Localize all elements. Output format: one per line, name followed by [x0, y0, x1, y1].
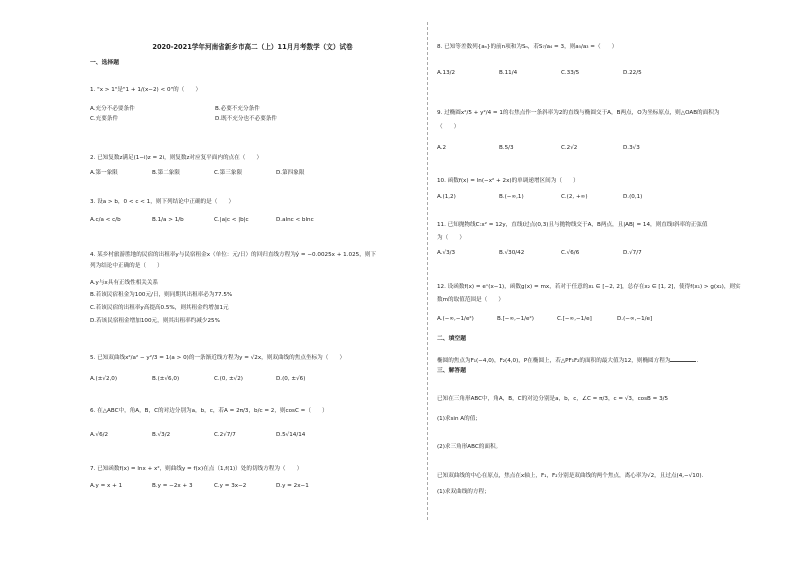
question-13-text: 椭圆的焦点为F₁(−4,0)，F₂(4,0)，P在椭圆上，若△PF₁F₂的面积的最大值为12，则椭圆方程为: [437, 358, 671, 364]
option[interactable]: B.1/a > 1/b: [152, 217, 184, 223]
option[interactable]: B.[−∞,−1/e²): [497, 316, 534, 322]
question-14: 已知在三角形ABC中，角A，B，C的对边分别是a，b，c，∠C = π/3，c = √3，cosB = 3/5: [437, 396, 669, 402]
option[interactable]: C.2√2: [561, 145, 578, 151]
option[interactable]: A.充分不必要条件: [90, 106, 135, 112]
option[interactable]: B.5/3: [499, 145, 514, 151]
option[interactable]: A.y与x具有正线性相关关系: [90, 280, 159, 286]
question-11-options: [437, 250, 755, 257]
question-9-options: [437, 145, 755, 152]
question-12-options: [437, 316, 755, 323]
exam-title: 2020-2021学年河南省新乡市高二（上）11月月考数学（文）试卷: [152, 43, 353, 51]
option[interactable]: A.y = x + 1: [90, 483, 123, 489]
option[interactable]: D.y = 2x−1: [276, 483, 309, 489]
section-solve: 三、解答题: [437, 368, 466, 374]
question-15: 已知双曲线的中心在原点，焦点在x轴上，F₁，F₂分别是双曲线的两个焦点，离心率为√2，且过点(4,−√10).: [437, 473, 704, 479]
question-5-options: [90, 376, 415, 383]
question-10-options: [437, 194, 755, 201]
option[interactable]: B.√3/2: [152, 432, 171, 438]
question-11-line2: 为（ ）: [437, 235, 465, 241]
question-5: 5. 已知双曲线x²/a² − y²/3 = 1(a > 0)的一条渐近线方程为y = √2x，则双曲线的焦点坐标为（ ）: [90, 355, 346, 361]
option[interactable]: C.[−∞,−1/e]: [557, 316, 592, 322]
option[interactable]: D.22/5: [623, 70, 642, 76]
column-divider: [427, 22, 428, 520]
option[interactable]: D.第四象限: [276, 170, 305, 176]
answer-blank[interactable]: [670, 356, 699, 364]
question-14-part1: (1)求sin A的值；: [437, 416, 481, 422]
question-8: 8. 已知等差数列{aₙ}的前n项和为Sₙ，若S₇/a₄ = 3，则a₅/a₃ =（ ）: [437, 44, 618, 50]
option[interactable]: A.c/a < c/b: [90, 217, 121, 223]
question-3: 3. 设a > b，0 < c < 1，则下列结论中正确的是（ ）: [90, 199, 235, 205]
option[interactable]: A.(−∞,−1/e²): [437, 316, 474, 322]
question-10: 10. 函数f(x) = ln(−x² + 2x)的单调递增区间为（ ）: [437, 178, 579, 184]
option[interactable]: A.√3/3: [437, 250, 456, 256]
option[interactable]: B.y = −2x + 3: [152, 483, 193, 489]
option[interactable]: C.2√7/7: [214, 432, 236, 438]
option[interactable]: B.(−∞,1): [499, 194, 524, 200]
option[interactable]: D.若该民宿租金增加100元，则其出租率约减少25%: [90, 318, 220, 324]
option[interactable]: D.既不充分也不必要条件: [215, 116, 278, 122]
option[interactable]: A.(1,2): [437, 194, 456, 200]
question-7-options: [90, 483, 415, 490]
option[interactable]: B.√30/42: [499, 250, 525, 256]
option[interactable]: B.若该民宿租金为100元/日，则同期其出租率必为77.5%: [90, 292, 233, 298]
option[interactable]: A.(±√2,0): [90, 376, 118, 382]
option[interactable]: C.y = 3x−2: [214, 483, 247, 489]
question-1-options-row2: [90, 116, 415, 123]
option[interactable]: B.11/4: [499, 70, 518, 76]
question-14-part2: (2)求三角形ABC的面积。: [437, 444, 502, 450]
option[interactable]: C.充要条件: [90, 116, 119, 122]
option[interactable]: B.(±√6,0): [152, 376, 180, 382]
question-13-end: .: [696, 358, 699, 364]
question-1-options-row1: [90, 106, 415, 113]
section-choice: 一、选择题: [90, 60, 119, 66]
option[interactable]: C.(2, +∞): [561, 194, 588, 200]
option[interactable]: C.√6/6: [561, 250, 580, 256]
option[interactable]: A.2: [437, 145, 447, 151]
option[interactable]: D.5√14/14: [276, 432, 306, 438]
option[interactable]: D.alnc < blnc: [276, 217, 314, 223]
question-11-line1: 11. 已知抛物线C:x² = 12y，直线l过点(0,3)且与抛物线交于A，B两点，且|AB| = 14，则直线l斜率的正弦值: [437, 222, 708, 228]
question-12-line2: 数m的取值范围是（ ）: [437, 297, 504, 303]
question-2-options: [90, 170, 415, 177]
option[interactable]: C.若该民宿的出租率y高提高0.5%，则其租金约增加1元: [90, 305, 229, 311]
question-4-line1: 4. 某乡村旅游胜地的民宿的出租率y与民宿租金x（单位：元/日）的回归直线方程为ŷ = −0.0025x + 1.025，则下: [90, 252, 376, 258]
option[interactable]: C.|a|c < |b|c: [214, 217, 249, 223]
option[interactable]: A.第一象限: [90, 170, 118, 176]
option[interactable]: C.33/5: [561, 70, 580, 76]
question-1: 1. "x > 1"是"1 + 1/(x−2) < 0"的（ ）: [90, 87, 202, 93]
option[interactable]: D.(−∞,−1/e]: [617, 316, 653, 322]
option[interactable]: C.(0, ±√2): [214, 376, 243, 382]
section-fill: 二、填空题: [437, 336, 466, 342]
question-3-options: [90, 217, 415, 224]
question-2: 2. 已知复数z满足(1−i)z = 2i，则复数z对应复平面内的点在（ ）: [90, 155, 263, 161]
question-6-options: [90, 432, 415, 439]
option[interactable]: A.√6/2: [90, 432, 109, 438]
option[interactable]: B.第二象限: [152, 170, 180, 176]
option[interactable]: D.3√3: [623, 145, 640, 151]
option[interactable]: C.第三象限: [214, 170, 243, 176]
question-9-line2: （ ）: [437, 124, 460, 130]
question-13: [437, 356, 755, 365]
option[interactable]: B.必要不充分条件: [215, 106, 260, 112]
option[interactable]: A.13/2: [437, 70, 456, 76]
question-7: 7. 已知函数f(x) = lnx + x²，则曲线y = f(x)在点（1,f(1)）处的切线方程为（ ）: [90, 466, 303, 472]
question-8-options: [437, 70, 755, 77]
question-4-line2: 列为结论中正确的是（ ）: [90, 263, 163, 269]
question-6: 6. 在△ABC中，角A，B，C的对边分别为a，b，c，若A = 2π/3，b/c = 2，则cosC =（ ）: [90, 408, 328, 414]
question-12-line1: 12. 设函数f(x) = eˣ(x−1)，函数g(x) = mx，若对于任意的x₁ ∈ [−2, 2]，总存在x₂ ∈ [1, 2]，使得f(x₁) > g(x₂)，则实: [437, 284, 741, 290]
option[interactable]: D.(0, ±√6): [276, 376, 306, 382]
option[interactable]: D.√7/7: [623, 250, 642, 256]
option[interactable]: D.(0,1): [623, 194, 643, 200]
question-9-line1: 9. 过椭圆x²/5 + y²/4 = 1的右焦点作一条斜率为2的直线与椭圆交于A，B两点，O为坐标原点，则△OAB的面积为: [437, 110, 720, 116]
question-15-part1: (1)求双曲线的方程；: [437, 489, 490, 495]
